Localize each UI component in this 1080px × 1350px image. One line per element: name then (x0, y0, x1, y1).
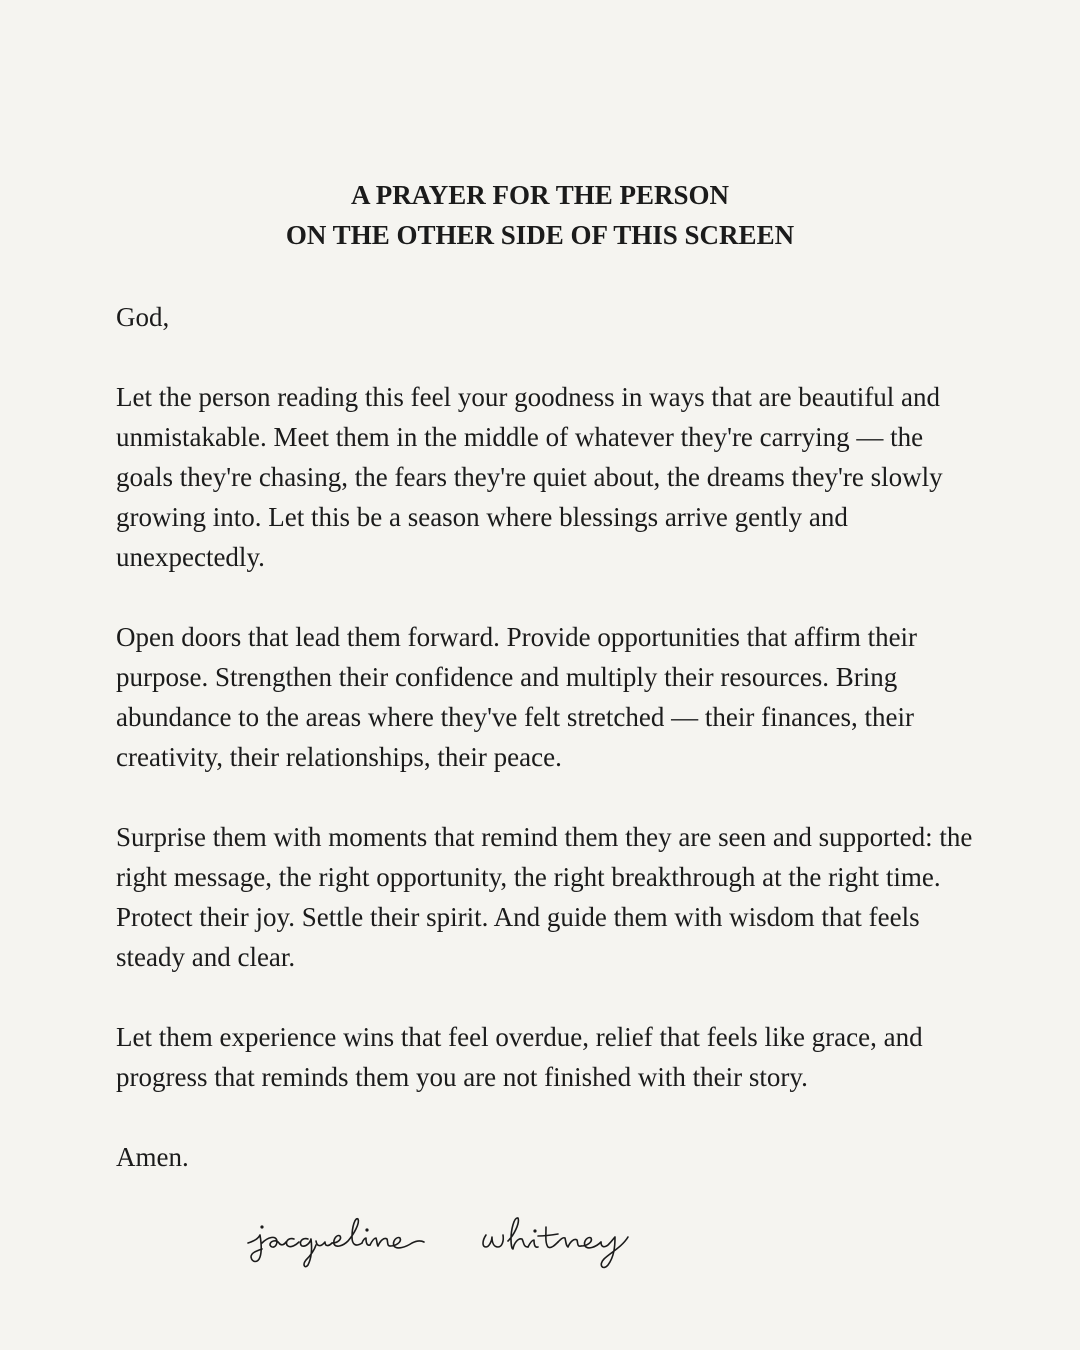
signature (246, 1205, 836, 1285)
closing: Amen. (116, 1142, 189, 1172)
title-line-1: A PRAYER FOR THE PERSON (350, 180, 730, 210)
paragraph-1: Let the person reading this feel your goodness in ways that are beautiful and unmistakable. Meet them in the middle of whatever they're carrying — the goals they're chasing, the fears they're quiet about, the dreams they're slowly growing into. Let this be a season where blessings arrive gently and unexpectedly. (116, 382, 943, 572)
paragraph-4: Let them experience wins that feel overdue, relief that feels like grace, and progress that reminds them you are not finished with their story. (116, 1022, 923, 1092)
prayer-document (116, 175, 976, 1177)
paragraph-3: Surprise them with moments that remind them they are seen and supported: the right message, the right opportunity, the right breakthrough at the right time. Protect their joy. Settle their spirit. And guide them with wisdom that feels steady and clear. (116, 822, 973, 972)
title-line-2: ON THE OTHER SIDE OF THIS SCREEN (285, 220, 795, 250)
salutation: God, (116, 302, 170, 332)
prayer-body (116, 297, 976, 1177)
paragraph-2: Open doors that lead them forward. Provide opportunities that affirm their purpose. Strengthen their confidence and multiply their resources. Bring abundance to the areas where they've felt stretched — their finances, their creativity, their relationships, their peace. (116, 622, 918, 772)
signature-handwriting (246, 1205, 836, 1285)
page-title (116, 175, 964, 255)
